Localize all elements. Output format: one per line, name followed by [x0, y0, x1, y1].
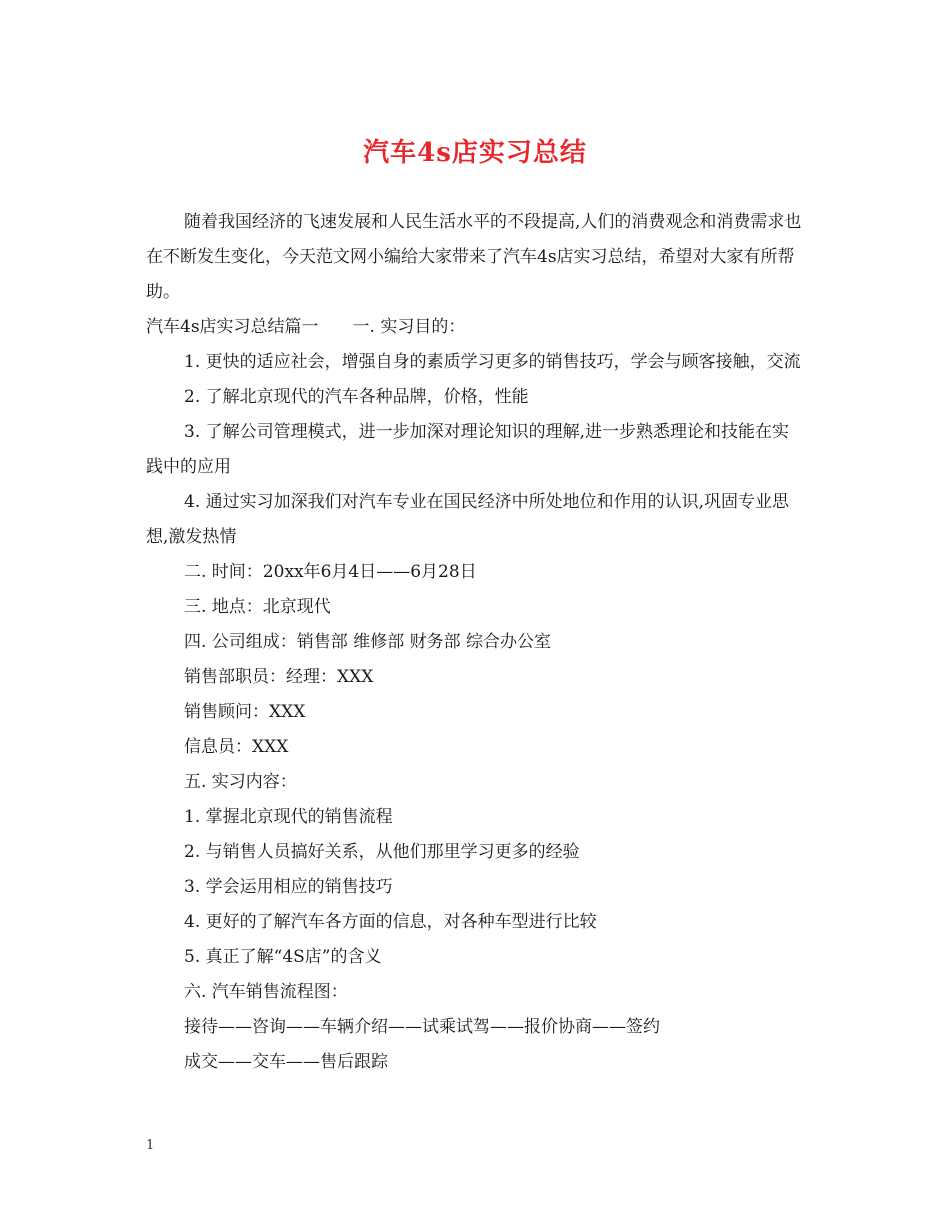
paragraph-goal-3: 3. 了解公司管理模式，进一步加深对理论知识的理解,进一步熟悉理论和技能在实践中的应用 [146, 422, 790, 477]
paragraph-section-heading: 汽车4s店实习总结篇一 一. 实习目的： [146, 317, 466, 337]
paragraph-content-3: 3. 学会运用相应的销售技巧 [184, 877, 393, 897]
paragraph-content-1: 1. 掌握北京现代的销售流程 [184, 807, 393, 827]
paragraph-goal-2: 2. 了解北京现代的汽车各种品牌，价格，性能 [184, 387, 529, 407]
paragraph-content-4: 4. 更好的了解汽车各方面的信息，对各种车型进行比较 [184, 912, 597, 932]
paragraph-flow-2: 成交——交车——售后跟踪 [184, 1052, 388, 1072]
document-title: 汽车4s店实习总结 [363, 138, 587, 168]
paragraph-info-officer: 信息员：XXX [184, 737, 289, 757]
paragraph-flow-heading: 六. 汽车销售流程图： [184, 982, 348, 1002]
document-body [146, 205, 806, 1080]
paragraph-flow-1: 接待——咨询——车辆介绍——试乘试驾——报价协商——签约 [184, 1017, 660, 1037]
paragraph-intro: 随着我国经济的飞速发展和人民生活水平的不段提高,人们的消费观念和消费需求也在不断发生变化，今天范文网小编给大家带来了汽车4s店实习总结，希望对大家有所帮助。 [146, 212, 802, 302]
paragraph-location: 三. 地点：北京现代 [184, 597, 331, 617]
paragraph-sales-staff: 销售部职员：经理：XXX [184, 667, 374, 687]
paragraph-content-heading: 五. 实习内容： [184, 772, 297, 792]
paragraph-goal-4: 4. 通过实习加深我们对汽车专业在国民经济中所处地位和作用的认识,巩固专业思想,激发热情 [146, 492, 790, 547]
paragraph-goal-1: 1. 更快的适应社会，增强自身的素质学习更多的销售技巧，学会与顾客接触，交流 [184, 352, 801, 372]
paragraph-time: 二. 时间：20xx年6月4日——6月28日 [184, 562, 477, 582]
paragraph-sales-consultant: 销售顾问：XXX [184, 702, 306, 722]
paragraph-content-2: 2. 与销售人员搞好关系，从他们那里学习更多的经验 [184, 842, 580, 862]
paragraph-content-5: 5. 真正了解“4S店”的含义 [184, 947, 382, 967]
page-number: 1 [146, 1138, 155, 1153]
paragraph-company: 四. 公司组成：销售部 维修部 财务部 综合办公室 [184, 632, 552, 652]
